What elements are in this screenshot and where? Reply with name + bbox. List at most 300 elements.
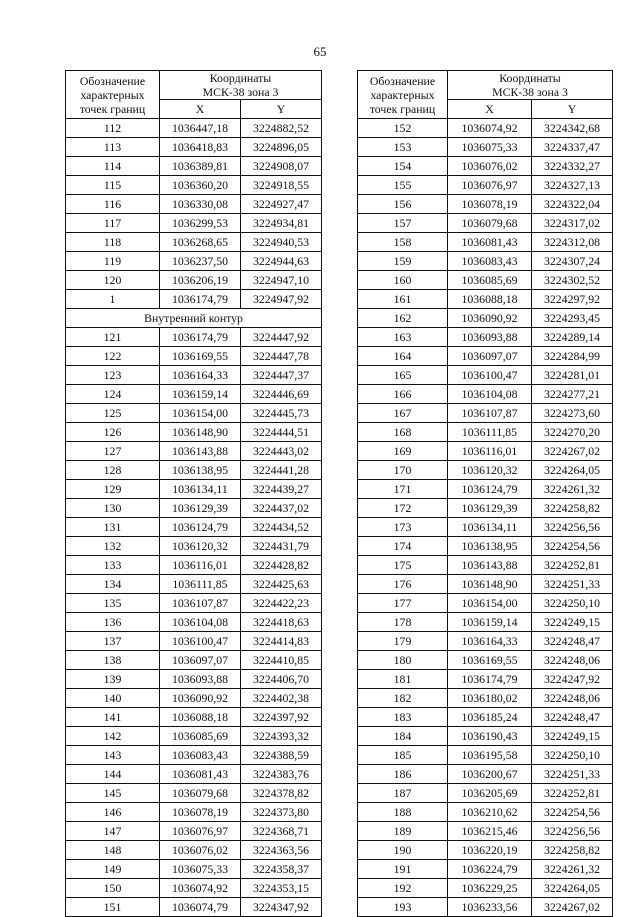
- table-row: [66, 537, 322, 556]
- x-coordinate-cell: 1036107,87: [448, 404, 532, 423]
- point-id-cell: 171: [358, 480, 448, 499]
- x-coordinate-cell: 1036229,25: [448, 879, 532, 898]
- x-coordinate-cell: 1036389,81: [160, 157, 241, 176]
- x-coordinate-cell: 1036134,11: [160, 480, 241, 499]
- point-id-cell: 114: [66, 157, 160, 176]
- point-id-cell: 140: [66, 689, 160, 708]
- point-id-cell: 120: [66, 271, 160, 290]
- point-id-cell: 135: [66, 594, 160, 613]
- point-id-cell: 154: [358, 157, 448, 176]
- point-id-cell: 193: [358, 898, 448, 917]
- table-row: [66, 480, 322, 499]
- point-id-cell: 168: [358, 423, 448, 442]
- y-coordinate-cell: 3224249,15: [532, 613, 613, 632]
- y-coordinate-cell: 3224918,55: [241, 176, 322, 195]
- x-coordinate-cell: 1036085,69: [160, 727, 241, 746]
- point-id-cell: 174: [358, 537, 448, 556]
- table-row: [66, 195, 322, 214]
- table-row: [358, 537, 613, 556]
- x-coordinate-cell: 1036210,62: [448, 803, 532, 822]
- table-row: [358, 651, 613, 670]
- point-id-cell: 164: [358, 347, 448, 366]
- point-id-cell: 119: [66, 252, 160, 271]
- table-row: [358, 480, 613, 499]
- y-coordinate-cell: 3224267,02: [532, 442, 613, 461]
- table-row: [66, 404, 322, 423]
- x-coordinate-cell: 1036138,95: [448, 537, 532, 556]
- table-row: [66, 784, 322, 803]
- y-coordinate-cell: 3224418,63: [241, 613, 322, 632]
- table-row: [358, 347, 613, 366]
- table-row: [358, 765, 613, 784]
- y-coordinate-cell: 3224443,02: [241, 442, 322, 461]
- point-id-cell: 146: [66, 803, 160, 822]
- table-row: [358, 632, 613, 651]
- y-coordinate-cell: 3224252,81: [532, 556, 613, 575]
- table-row: [358, 803, 613, 822]
- y-coordinate-cell: 3224250,10: [532, 746, 613, 765]
- y-coordinate-cell: 3224270,20: [532, 423, 613, 442]
- point-id-cell: 155: [358, 176, 448, 195]
- y-coordinate-cell: 3224247,92: [532, 670, 613, 689]
- point-id-cell: 134: [66, 575, 160, 594]
- x-coordinate-cell: 1036079,68: [448, 214, 532, 233]
- table-row: [358, 594, 613, 613]
- x-coordinate-cell: 1036079,68: [160, 784, 241, 803]
- x-coordinate-cell: 1036100,47: [160, 632, 241, 651]
- point-id-cell: 175: [358, 556, 448, 575]
- table-row: [358, 195, 613, 214]
- x-coordinate-cell: 1036174,79: [160, 328, 241, 347]
- point-id-cell: 186: [358, 765, 448, 784]
- table-row: [66, 347, 322, 366]
- table-row: [358, 689, 613, 708]
- left-table-body-inner: [66, 328, 322, 917]
- y-coordinate-cell: 3224327,13: [532, 176, 613, 195]
- point-id-cell: 1: [66, 290, 160, 309]
- point-id-cell: 163: [358, 328, 448, 347]
- y-coordinate-cell: 3224250,10: [532, 594, 613, 613]
- table-row: [358, 822, 613, 841]
- point-id-cell: 178: [358, 613, 448, 632]
- y-coordinate-cell: 3224256,56: [532, 822, 613, 841]
- point-id-cell: 113: [66, 138, 160, 157]
- x-coordinate-cell: 1036190,43: [448, 727, 532, 746]
- point-id-cell: 192: [358, 879, 448, 898]
- y-coordinate-cell: 3224358,37: [241, 860, 322, 879]
- point-id-cell: 145: [66, 784, 160, 803]
- designation-header-line: Обозначение: [369, 73, 436, 88]
- table-row: [358, 423, 613, 442]
- point-id-cell: 128: [66, 461, 160, 480]
- x-coordinate-cell: 1036104,08: [448, 385, 532, 404]
- point-id-cell: 176: [358, 575, 448, 594]
- x-coordinate-cell: 1036215,46: [448, 822, 532, 841]
- y-coordinate-cell: 3224264,05: [532, 461, 613, 480]
- y-coordinate-cell: 3224293,45: [532, 309, 613, 328]
- table-row: [66, 746, 322, 765]
- y-coordinate-cell: 3224393,32: [241, 727, 322, 746]
- table-row: [66, 461, 322, 480]
- table-row: [66, 822, 322, 841]
- x-coordinate-cell: 1036134,11: [448, 518, 532, 537]
- y-coordinate-cell: 3224927,47: [241, 195, 322, 214]
- point-id-cell: 187: [358, 784, 448, 803]
- y-coordinate-cell: 3224342,68: [532, 119, 613, 138]
- y-coordinate-cell: 3224410,85: [241, 651, 322, 670]
- x-coordinate-cell: 1036076,97: [448, 176, 532, 195]
- x-coordinate-cell: 1036120,32: [448, 461, 532, 480]
- y-coordinate-cell: 3224254,56: [532, 537, 613, 556]
- x-coordinate-cell: 1036083,43: [160, 746, 241, 765]
- y-column-header: Y: [532, 100, 613, 119]
- point-id-cell: 136: [66, 613, 160, 632]
- y-coordinate-cell: 3224337,47: [532, 138, 613, 157]
- point-id-cell: 191: [358, 860, 448, 879]
- y-coordinate-cell: 3224267,02: [532, 898, 613, 917]
- table-row: [358, 119, 613, 138]
- y-coordinate-cell: 3224934,81: [241, 214, 322, 233]
- point-id-cell: 118: [66, 233, 160, 252]
- coords-header-line: МСК-38 зона 3: [202, 85, 279, 99]
- point-id-cell: 116: [66, 195, 160, 214]
- point-id-cell: 156: [358, 195, 448, 214]
- point-id-cell: 148: [66, 841, 160, 860]
- x-coordinate-cell: 1036268,65: [160, 233, 241, 252]
- table-row: [358, 214, 613, 233]
- x-coordinate-cell: 1036093,88: [160, 670, 241, 689]
- y-coordinate-cell: 3224252,81: [532, 784, 613, 803]
- point-id-cell: 188: [358, 803, 448, 822]
- y-coordinate-cell: 3224947,10: [241, 271, 322, 290]
- x-coordinate-cell: 1036200,67: [448, 765, 532, 784]
- point-id-cell: 112: [66, 119, 160, 138]
- table-row: [358, 556, 613, 575]
- left-table-body-outer: [66, 119, 322, 309]
- x-coordinate-cell: 1036174,79: [160, 290, 241, 309]
- table-row: [66, 898, 322, 917]
- coords-header: [448, 71, 613, 100]
- point-id-cell: 121: [66, 328, 160, 347]
- table-row: [66, 613, 322, 632]
- x-coordinate-cell: 1036076,02: [160, 841, 241, 860]
- table-row: [358, 271, 613, 290]
- y-coordinate-cell: 3224414,83: [241, 632, 322, 651]
- designation-header: [358, 71, 448, 119]
- coordinates-table-left: [65, 70, 322, 917]
- y-coordinate-cell: 3224258,82: [532, 841, 613, 860]
- y-coordinate-cell: 3224940,53: [241, 233, 322, 252]
- y-coordinate-cell: 3224428,82: [241, 556, 322, 575]
- y-coordinate-cell: 3224363,56: [241, 841, 322, 860]
- point-id-cell: 123: [66, 366, 160, 385]
- point-id-cell: 149: [66, 860, 160, 879]
- y-coordinate-cell: 3224248,06: [532, 651, 613, 670]
- y-coordinate-cell: 3224383,76: [241, 765, 322, 784]
- table-row: [66, 499, 322, 518]
- x-coordinate-cell: 1036299,53: [160, 214, 241, 233]
- x-coordinate-cell: 1036076,97: [160, 822, 241, 841]
- table-row: [358, 499, 613, 518]
- y-coordinate-cell: 3224254,56: [532, 803, 613, 822]
- point-id-cell: 177: [358, 594, 448, 613]
- y-coordinate-cell: 3224322,04: [532, 195, 613, 214]
- x-coordinate-cell: 1036143,88: [160, 442, 241, 461]
- x-coordinate-cell: 1036185,24: [448, 708, 532, 727]
- x-coordinate-cell: 1036116,01: [160, 556, 241, 575]
- table-row: [358, 290, 613, 309]
- coords-header: [160, 71, 322, 100]
- table-row: [66, 860, 322, 879]
- x-coordinate-cell: 1036078,19: [160, 803, 241, 822]
- y-coordinate-cell: 3224947,92: [241, 290, 322, 309]
- table-row: [358, 176, 613, 195]
- y-coordinate-cell: 3224248,06: [532, 689, 613, 708]
- table-row: [66, 670, 322, 689]
- y-coordinate-cell: 3224332,27: [532, 157, 613, 176]
- point-id-cell: 133: [66, 556, 160, 575]
- table-row: [66, 119, 322, 138]
- x-coordinate-cell: 1036220,19: [448, 841, 532, 860]
- table-row: [358, 879, 613, 898]
- designation-header-line: Обозначение: [79, 73, 146, 88]
- table-row: [66, 176, 322, 195]
- x-coordinate-cell: 1036120,32: [160, 537, 241, 556]
- point-id-cell: 124: [66, 385, 160, 404]
- table-row: [358, 670, 613, 689]
- point-id-cell: 158: [358, 233, 448, 252]
- y-coordinate-cell: 3224422,23: [241, 594, 322, 613]
- point-id-cell: 160: [358, 271, 448, 290]
- x-column-header: X: [448, 100, 532, 119]
- x-coordinate-cell: 1036076,02: [448, 157, 532, 176]
- x-coordinate-cell: 1036159,14: [160, 385, 241, 404]
- point-id-cell: 122: [66, 347, 160, 366]
- y-coordinate-cell: 3224439,27: [241, 480, 322, 499]
- table-row: [66, 385, 322, 404]
- designation-header-line: точек границ: [79, 101, 146, 116]
- y-column-header: Y: [241, 100, 322, 119]
- x-coordinate-cell: 1036154,00: [160, 404, 241, 423]
- table-row: [358, 404, 613, 423]
- point-id-cell: 161: [358, 290, 448, 309]
- table-row: [358, 157, 613, 176]
- y-coordinate-cell: 3224317,02: [532, 214, 613, 233]
- point-id-cell: 144: [66, 765, 160, 784]
- point-id-cell: 189: [358, 822, 448, 841]
- x-coordinate-cell: 1036360,20: [160, 176, 241, 195]
- table-row: [66, 290, 322, 309]
- table-row: [66, 594, 322, 613]
- y-coordinate-cell: 3224397,92: [241, 708, 322, 727]
- table-row: [66, 271, 322, 290]
- point-id-cell: 172: [358, 499, 448, 518]
- y-coordinate-cell: 3224251,33: [532, 765, 613, 784]
- y-coordinate-cell: 3224446,69: [241, 385, 322, 404]
- table-row: [358, 613, 613, 632]
- y-coordinate-cell: 3224289,14: [532, 328, 613, 347]
- x-coordinate-cell: 1036169,55: [448, 651, 532, 670]
- y-coordinate-cell: 3224281,01: [532, 366, 613, 385]
- point-id-cell: 138: [66, 651, 160, 670]
- y-coordinate-cell: 3224284,99: [532, 347, 613, 366]
- y-coordinate-cell: 3224402,38: [241, 689, 322, 708]
- section-label: Внутренний контур: [66, 309, 322, 328]
- x-coordinate-cell: 1036088,18: [448, 290, 532, 309]
- point-id-cell: 167: [358, 404, 448, 423]
- x-coordinate-cell: 1036111,85: [448, 423, 532, 442]
- table-row: [358, 575, 613, 594]
- x-coordinate-cell: 1036224,79: [448, 860, 532, 879]
- table-row: [358, 841, 613, 860]
- y-coordinate-cell: 3224441,28: [241, 461, 322, 480]
- x-coordinate-cell: 1036093,88: [448, 328, 532, 347]
- table-row: [66, 879, 322, 898]
- x-coordinate-cell: 1036081,43: [160, 765, 241, 784]
- x-coordinate-cell: 1036129,39: [160, 499, 241, 518]
- point-id-cell: 165: [358, 366, 448, 385]
- point-id-cell: 132: [66, 537, 160, 556]
- coords-header-line: Координаты: [499, 71, 561, 85]
- point-id-cell: 142: [66, 727, 160, 746]
- y-coordinate-cell: 3224261,32: [532, 860, 613, 879]
- y-coordinate-cell: 3224368,71: [241, 822, 322, 841]
- y-coordinate-cell: 3224896,05: [241, 138, 322, 157]
- x-coordinate-cell: 1036154,00: [448, 594, 532, 613]
- x-coordinate-cell: 1036100,47: [448, 366, 532, 385]
- y-coordinate-cell: 3224347,92: [241, 898, 322, 917]
- x-coordinate-cell: 1036233,56: [448, 898, 532, 917]
- x-coordinate-cell: 1036097,07: [160, 651, 241, 670]
- table-row: [358, 518, 613, 537]
- table-row: [66, 803, 322, 822]
- x-coordinate-cell: 1036074,92: [160, 879, 241, 898]
- point-id-cell: 143: [66, 746, 160, 765]
- point-id-cell: 179: [358, 632, 448, 651]
- table-row: [66, 214, 322, 233]
- x-coordinate-cell: 1036124,79: [160, 518, 241, 537]
- point-id-cell: 127: [66, 442, 160, 461]
- x-coordinate-cell: 1036418,83: [160, 138, 241, 157]
- point-id-cell: 162: [358, 309, 448, 328]
- x-coordinate-cell: 1036074,79: [160, 898, 241, 917]
- point-id-cell: 131: [66, 518, 160, 537]
- point-id-cell: 184: [358, 727, 448, 746]
- x-coordinate-cell: 1036090,92: [448, 309, 532, 328]
- y-coordinate-cell: 3224277,21: [532, 385, 613, 404]
- y-coordinate-cell: 3224307,24: [532, 252, 613, 271]
- x-coordinate-cell: 1036164,33: [160, 366, 241, 385]
- designation-header-line: характерных: [80, 87, 145, 102]
- point-id-cell: 147: [66, 822, 160, 841]
- x-coordinate-cell: 1036237,50: [160, 252, 241, 271]
- y-coordinate-cell: 3224261,32: [532, 480, 613, 499]
- point-id-cell: 153: [358, 138, 448, 157]
- table-row: [358, 233, 613, 252]
- table-row: [66, 708, 322, 727]
- right-table-body: [358, 119, 613, 917]
- y-coordinate-cell: 3224248,47: [532, 708, 613, 727]
- section-row: [66, 309, 322, 328]
- x-coordinate-cell: 1036104,08: [160, 613, 241, 632]
- y-coordinate-cell: 3224434,52: [241, 518, 322, 537]
- table-row: [358, 461, 613, 480]
- page-number: 65: [313, 44, 327, 59]
- left-table-section: [66, 309, 322, 328]
- x-coordinate-cell: 1036330,08: [160, 195, 241, 214]
- y-coordinate-cell: 3224425,63: [241, 575, 322, 594]
- table-row: [358, 309, 613, 328]
- y-coordinate-cell: 3224882,52: [241, 119, 322, 138]
- x-coordinate-cell: 1036164,33: [448, 632, 532, 651]
- table-row: [66, 518, 322, 537]
- point-id-cell: 190: [358, 841, 448, 860]
- designation-header-line: точек границ: [369, 101, 436, 116]
- table-row: [66, 366, 322, 385]
- table-row: [66, 138, 322, 157]
- table-row: [66, 841, 322, 860]
- table-row: [66, 632, 322, 651]
- x-coordinate-cell: 1036090,92: [160, 689, 241, 708]
- y-coordinate-cell: 3224273,60: [532, 404, 613, 423]
- table-row: [66, 233, 322, 252]
- point-id-cell: 170: [358, 461, 448, 480]
- point-id-cell: 182: [358, 689, 448, 708]
- x-coordinate-cell: 1036205,69: [448, 784, 532, 803]
- y-coordinate-cell: 3224249,15: [532, 727, 613, 746]
- point-id-cell: 181: [358, 670, 448, 689]
- table-row: [66, 651, 322, 670]
- point-id-cell: 157: [358, 214, 448, 233]
- y-coordinate-cell: 3224447,37: [241, 366, 322, 385]
- table-row: [358, 138, 613, 157]
- x-coordinate-cell: 1036097,07: [448, 347, 532, 366]
- x-coordinate-cell: 1036088,18: [160, 708, 241, 727]
- x-coordinate-cell: 1036129,39: [448, 499, 532, 518]
- x-coordinate-cell: 1036138,95: [160, 461, 241, 480]
- x-coordinate-cell: 1036169,55: [160, 347, 241, 366]
- y-coordinate-cell: 3224388,59: [241, 746, 322, 765]
- y-coordinate-cell: 3224258,82: [532, 499, 613, 518]
- x-coordinate-cell: 1036111,85: [160, 575, 241, 594]
- x-coordinate-cell: 1036148,90: [160, 423, 241, 442]
- y-coordinate-cell: 3224373,80: [241, 803, 322, 822]
- point-id-cell: 115: [66, 176, 160, 195]
- coords-header-line: Координаты: [209, 71, 272, 85]
- table-row: [358, 784, 613, 803]
- coordinates-table-right: [357, 70, 613, 917]
- point-id-cell: 166: [358, 385, 448, 404]
- table-row: [66, 328, 322, 347]
- x-coordinate-cell: 1036143,88: [448, 556, 532, 575]
- x-coordinate-cell: 1036107,87: [160, 594, 241, 613]
- point-id-cell: 169: [358, 442, 448, 461]
- designation-header-line: характерных: [370, 87, 435, 102]
- point-id-cell: 126: [66, 423, 160, 442]
- point-id-cell: 139: [66, 670, 160, 689]
- x-coordinate-cell: 1036206,19: [160, 271, 241, 290]
- y-coordinate-cell: 3224406,70: [241, 670, 322, 689]
- x-coordinate-cell: 1036447,18: [160, 119, 241, 138]
- x-column-header: X: [160, 100, 241, 119]
- table-row: [358, 860, 613, 879]
- y-coordinate-cell: 3224437,02: [241, 499, 322, 518]
- x-coordinate-cell: 1036148,90: [448, 575, 532, 594]
- table-row: [66, 423, 322, 442]
- table-row: [66, 556, 322, 575]
- table-row: [66, 765, 322, 784]
- y-coordinate-cell: 3224444,51: [241, 423, 322, 442]
